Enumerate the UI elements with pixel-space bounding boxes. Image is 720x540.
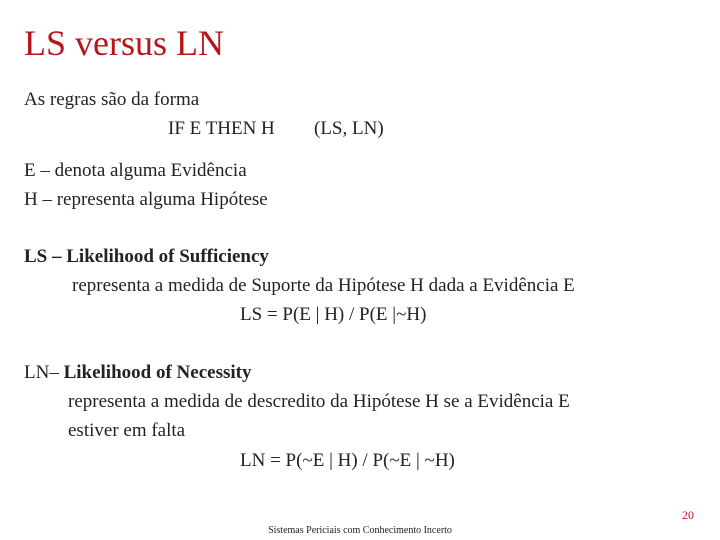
ln-formula: LN = P(~E | H) / P(~E | ~H) [240,450,455,471]
footer-text: Sistemas Periciais com Conhecimento Incerto [268,525,452,536]
rule-format: IF E THEN H [168,118,275,139]
ls-heading: LS – Likelihood of Sufficiency [24,246,269,267]
ln-description-line2: estiver em falta [68,420,186,441]
definition-e: E – denota alguma Evidência [24,160,247,181]
intro-line: As regras são da forma [24,89,200,110]
definition-h: H – representa alguma Hipótese [24,189,268,210]
ls-description: representa a medida de Suporte da Hipótese H dada a Evidência E [72,275,575,296]
ls-formula: LS = P(E | H) / P(E |~H) [240,304,427,325]
ln-heading: Likelihood of Necessity [63,362,252,383]
ln-prefix: LN– [24,362,64,383]
ln-description-line1: representa a medida de descredito da Hipótese H se a Evidência E [68,391,570,412]
ln-heading-row [24,362,251,384]
rule-params: (LS, LN) [314,118,384,139]
slide-title: LS versus LN [24,23,224,63]
page-number: 20 [682,508,694,522]
